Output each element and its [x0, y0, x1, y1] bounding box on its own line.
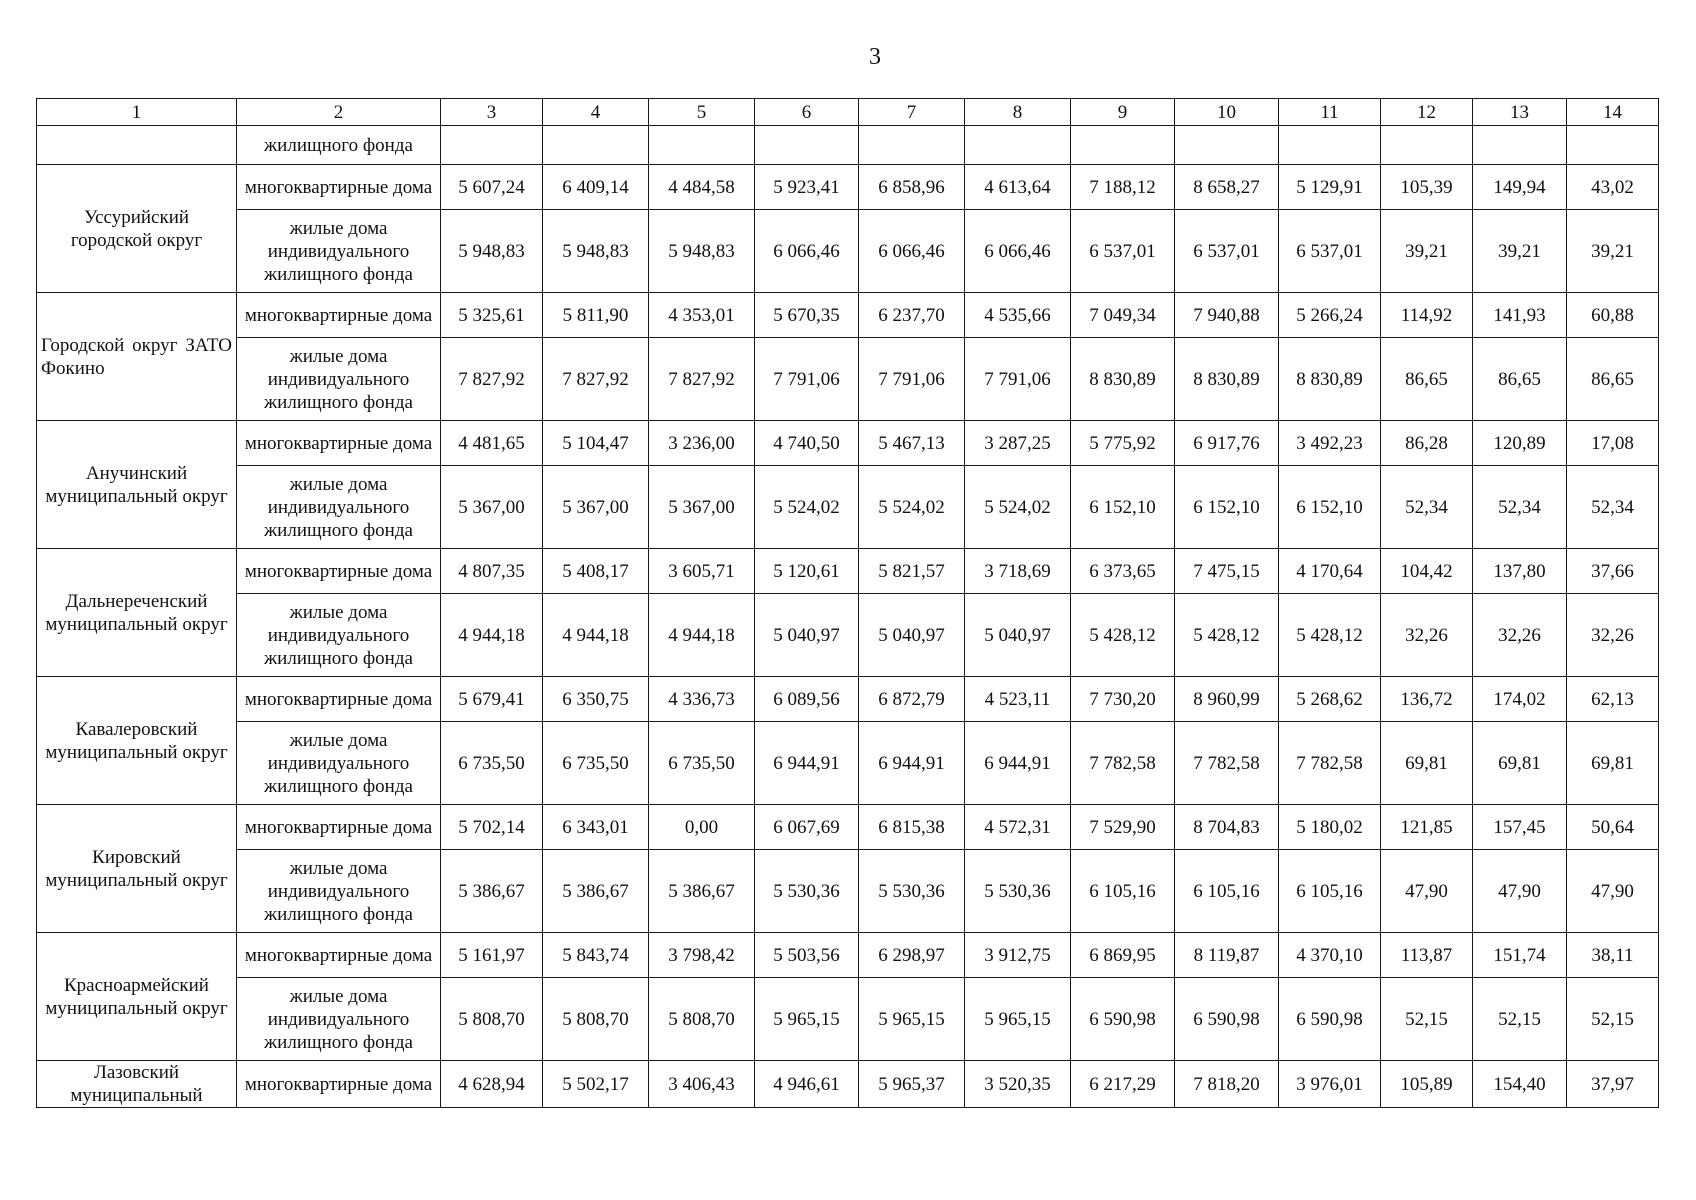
value-cell-col-10: 5 428,12 — [1175, 594, 1279, 677]
table-row — [37, 293, 1659, 338]
value-cell — [1381, 126, 1473, 165]
value-cell-col-14: 50,64 — [1567, 805, 1659, 850]
value-cell-col-12: 52,34 — [1381, 466, 1473, 549]
value-cell-col-11: 4 370,10 — [1279, 933, 1381, 978]
housing-type-cell: многоквартирные дома — [237, 1061, 441, 1108]
value-cell-col-10: 7 940,88 — [1175, 293, 1279, 338]
value-cell-col-6: 5 524,02 — [755, 466, 859, 549]
value-cell-col-11: 5 180,02 — [1279, 805, 1381, 850]
value-cell — [1567, 126, 1659, 165]
value-cell-col-8: 3 287,25 — [965, 421, 1071, 466]
value-cell-col-12: 86,28 — [1381, 421, 1473, 466]
value-cell — [649, 126, 755, 165]
value-cell-col-12: 105,39 — [1381, 165, 1473, 210]
value-cell-col-9: 8 830,89 — [1071, 338, 1175, 421]
value-cell-col-13: 52,34 — [1473, 466, 1567, 549]
table-row — [37, 165, 1659, 210]
table-row — [37, 677, 1659, 722]
value-cell-col-4: 5 843,74 — [543, 933, 649, 978]
value-cell — [1473, 126, 1567, 165]
column-header-2: 2 — [237, 99, 441, 126]
value-cell-col-5: 6 735,50 — [649, 722, 755, 805]
table-row — [37, 594, 1659, 677]
region-name-cell: Красноармейский муниципальный округ — [37, 933, 237, 1061]
value-cell-col-13: 149,94 — [1473, 165, 1567, 210]
value-cell-col-9: 7 730,20 — [1071, 677, 1175, 722]
housing-type-cell: жилые дома индивидуального жилищного фонда — [237, 594, 441, 677]
value-cell-col-6: 5 040,97 — [755, 594, 859, 677]
value-cell-col-4: 6 343,01 — [543, 805, 649, 850]
housing-type-cell: жилые дома индивидуального жилищного фонда — [237, 210, 441, 293]
value-cell-col-3: 4 944,18 — [441, 594, 543, 677]
value-cell-col-7: 5 821,57 — [859, 549, 965, 594]
value-cell-col-5: 3 236,00 — [649, 421, 755, 466]
value-cell-col-8: 5 530,36 — [965, 850, 1071, 933]
table-row — [37, 338, 1659, 421]
column-header-5: 5 — [649, 99, 755, 126]
value-cell-col-7: 6 872,79 — [859, 677, 965, 722]
value-cell-col-13: 32,26 — [1473, 594, 1567, 677]
value-cell-col-12: 86,65 — [1381, 338, 1473, 421]
housing-type-cell: жилые дома индивидуального жилищного фонда — [237, 850, 441, 933]
column-header-8: 8 — [965, 99, 1071, 126]
value-cell-col-8: 5 965,15 — [965, 978, 1071, 1061]
column-header-13: 13 — [1473, 99, 1567, 126]
value-cell-col-8: 4 572,31 — [965, 805, 1071, 850]
housing-type-cell: жилые дома индивидуального жилищного фонда — [237, 722, 441, 805]
housing-type-cell: многоквартирные дома — [237, 165, 441, 210]
housing-type-cell: многоквартирные дома — [237, 549, 441, 594]
value-cell-col-14: 62,13 — [1567, 677, 1659, 722]
value-cell-col-11: 5 129,91 — [1279, 165, 1381, 210]
value-cell-col-5: 7 827,92 — [649, 338, 755, 421]
value-cell-col-4: 6 350,75 — [543, 677, 649, 722]
region-name-cell: Уссурийский городской округ — [37, 165, 237, 293]
value-cell-col-3: 5 161,97 — [441, 933, 543, 978]
value-cell-col-6: 5 670,35 — [755, 293, 859, 338]
value-cell-col-7: 5 040,97 — [859, 594, 965, 677]
value-cell-col-7: 5 467,13 — [859, 421, 965, 466]
value-cell-col-6: 5 503,56 — [755, 933, 859, 978]
table-row — [37, 805, 1659, 850]
value-cell-col-13: 120,89 — [1473, 421, 1567, 466]
value-cell-col-10: 8 704,83 — [1175, 805, 1279, 850]
housing-type-cell: жилые дома индивидуального жилищного фонда — [237, 338, 441, 421]
value-cell-col-5: 4 353,01 — [649, 293, 755, 338]
value-cell-col-12: 104,42 — [1381, 549, 1473, 594]
value-cell-col-9: 5 428,12 — [1071, 594, 1175, 677]
value-cell-col-4: 5 408,17 — [543, 549, 649, 594]
value-cell-col-14: 39,21 — [1567, 210, 1659, 293]
value-cell-col-12: 113,87 — [1381, 933, 1473, 978]
housing-type-cell: многоквартирные дома — [237, 677, 441, 722]
column-header-14: 14 — [1567, 99, 1659, 126]
housing-type-cell: многоквартирные дома — [237, 293, 441, 338]
column-header-11: 11 — [1279, 99, 1381, 126]
column-number-row — [37, 99, 1659, 126]
table-body — [37, 126, 1659, 1108]
value-cell-col-5: 3 406,43 — [649, 1061, 755, 1108]
value-cell-col-14: 47,90 — [1567, 850, 1659, 933]
value-cell-col-13: 154,40 — [1473, 1061, 1567, 1108]
value-cell-col-8: 5 524,02 — [965, 466, 1071, 549]
value-cell-col-7: 5 530,36 — [859, 850, 965, 933]
value-cell-col-5: 4 336,73 — [649, 677, 755, 722]
value-cell — [965, 126, 1071, 165]
value-cell-col-7: 6 858,96 — [859, 165, 965, 210]
housing-type-cell: жилые дома индивидуального жилищного фонда — [237, 466, 441, 549]
value-cell-col-7: 6 944,91 — [859, 722, 965, 805]
value-cell-col-11: 8 830,89 — [1279, 338, 1381, 421]
value-cell-col-12: 114,92 — [1381, 293, 1473, 338]
value-cell-col-10: 7 475,15 — [1175, 549, 1279, 594]
value-cell-col-4: 5 367,00 — [543, 466, 649, 549]
value-cell-col-6: 4 946,61 — [755, 1061, 859, 1108]
value-cell-col-12: 52,15 — [1381, 978, 1473, 1061]
table-row — [37, 933, 1659, 978]
value-cell-col-11: 6 105,16 — [1279, 850, 1381, 933]
value-cell-col-3: 5 325,61 — [441, 293, 543, 338]
value-cell-col-8: 6 944,91 — [965, 722, 1071, 805]
value-cell-col-13: 137,80 — [1473, 549, 1567, 594]
value-cell-col-13: 69,81 — [1473, 722, 1567, 805]
region-name-cell: Анучинский муниципальный округ — [37, 421, 237, 549]
value-cell-col-9: 7 529,90 — [1071, 805, 1175, 850]
value-cell-col-12: 121,85 — [1381, 805, 1473, 850]
value-cell-col-14: 32,26 — [1567, 594, 1659, 677]
table-row — [37, 466, 1659, 549]
value-cell-col-6: 5 923,41 — [755, 165, 859, 210]
value-cell-col-7: 6 237,70 — [859, 293, 965, 338]
value-cell-col-4: 6 735,50 — [543, 722, 649, 805]
value-cell-col-10: 8 119,87 — [1175, 933, 1279, 978]
value-cell-col-8: 3 912,75 — [965, 933, 1071, 978]
value-cell-col-5: 5 948,83 — [649, 210, 755, 293]
table-row — [37, 549, 1659, 594]
value-cell-col-10: 7 782,58 — [1175, 722, 1279, 805]
value-cell-col-11: 5 268,62 — [1279, 677, 1381, 722]
value-cell-col-3: 5 948,83 — [441, 210, 543, 293]
value-cell-col-3: 6 735,50 — [441, 722, 543, 805]
value-cell-col-9: 7 782,58 — [1071, 722, 1175, 805]
value-cell-col-9: 6 217,29 — [1071, 1061, 1175, 1108]
value-cell-col-13: 141,93 — [1473, 293, 1567, 338]
value-cell-col-8: 3 520,35 — [965, 1061, 1071, 1108]
value-cell-col-7: 7 791,06 — [859, 338, 965, 421]
value-cell-col-11: 5 266,24 — [1279, 293, 1381, 338]
column-header-9: 9 — [1071, 99, 1175, 126]
value-cell-col-4: 5 808,70 — [543, 978, 649, 1061]
housing-type-cell: жилые дома индивидуального жилищного фонда — [237, 978, 441, 1061]
value-cell-col-11: 7 782,58 — [1279, 722, 1381, 805]
value-cell-col-10: 6 105,16 — [1175, 850, 1279, 933]
value-cell-col-9: 6 590,98 — [1071, 978, 1175, 1061]
value-cell-col-14: 38,11 — [1567, 933, 1659, 978]
region-name-cell: Лазовский муниципальный — [37, 1061, 237, 1108]
table-row — [37, 978, 1659, 1061]
value-cell-col-12: 105,89 — [1381, 1061, 1473, 1108]
value-cell-col-14: 86,65 — [1567, 338, 1659, 421]
region-name-cell: Кировский муниципальный округ — [37, 805, 237, 933]
value-cell — [1279, 126, 1381, 165]
value-cell-col-5: 5 386,67 — [649, 850, 755, 933]
value-cell-col-9: 6 869,95 — [1071, 933, 1175, 978]
value-cell-col-3: 5 367,00 — [441, 466, 543, 549]
value-cell-col-4: 5 811,90 — [543, 293, 649, 338]
value-cell-col-6: 5 965,15 — [755, 978, 859, 1061]
value-cell-col-12: 47,90 — [1381, 850, 1473, 933]
value-cell-col-6: 4 740,50 — [755, 421, 859, 466]
value-cell-col-3: 5 679,41 — [441, 677, 543, 722]
value-cell-col-10: 6 917,76 — [1175, 421, 1279, 466]
value-cell-col-14: 52,15 — [1567, 978, 1659, 1061]
region-name-cell: Дальнереченский муниципальный округ — [37, 549, 237, 677]
value-cell-col-5: 4 944,18 — [649, 594, 755, 677]
value-cell-col-13: 39,21 — [1473, 210, 1567, 293]
value-cell-col-3: 5 386,67 — [441, 850, 543, 933]
column-header-12: 12 — [1381, 99, 1473, 126]
value-cell-col-13: 157,45 — [1473, 805, 1567, 850]
value-cell-col-10: 6 152,10 — [1175, 466, 1279, 549]
value-cell-col-9: 6 537,01 — [1071, 210, 1175, 293]
value-cell-col-8: 4 523,11 — [965, 677, 1071, 722]
page-number: 3 — [869, 44, 881, 70]
value-cell — [859, 126, 965, 165]
value-cell-col-11: 6 590,98 — [1279, 978, 1381, 1061]
value-cell-col-10: 6 590,98 — [1175, 978, 1279, 1061]
value-cell-col-14: 52,34 — [1567, 466, 1659, 549]
region-cell — [37, 126, 237, 165]
table-row — [37, 421, 1659, 466]
value-cell-col-3: 5 702,14 — [441, 805, 543, 850]
housing-type-cell: многоквартирные дома — [237, 805, 441, 850]
value-cell-col-14: 69,81 — [1567, 722, 1659, 805]
column-header-3: 3 — [441, 99, 543, 126]
value-cell-col-6: 7 791,06 — [755, 338, 859, 421]
value-cell-col-12: 69,81 — [1381, 722, 1473, 805]
housing-type-cell: многоквартирные дома — [237, 421, 441, 466]
value-cell-col-10: 7 818,20 — [1175, 1061, 1279, 1108]
value-cell-col-6: 6 944,91 — [755, 722, 859, 805]
value-cell — [1175, 126, 1279, 165]
table-row — [37, 210, 1659, 293]
value-cell-col-12: 39,21 — [1381, 210, 1473, 293]
value-cell-col-5: 5 367,00 — [649, 466, 755, 549]
value-cell-col-9: 6 373,65 — [1071, 549, 1175, 594]
value-cell-col-3: 4 481,65 — [441, 421, 543, 466]
value-cell — [755, 126, 859, 165]
value-cell-col-13: 86,65 — [1473, 338, 1567, 421]
housing-type-cell: жилищного фонда — [237, 126, 441, 165]
value-cell-col-5: 4 484,58 — [649, 165, 755, 210]
value-cell — [543, 126, 649, 165]
value-cell-col-7: 5 524,02 — [859, 466, 965, 549]
value-cell-col-4: 6 409,14 — [543, 165, 649, 210]
value-cell-col-10: 8 830,89 — [1175, 338, 1279, 421]
housing-type-cell: многоквартирные дома — [237, 933, 441, 978]
table-row — [37, 1061, 1659, 1108]
value-cell-col-5: 5 808,70 — [649, 978, 755, 1061]
value-cell-col-8: 6 066,46 — [965, 210, 1071, 293]
value-cell-col-8: 5 040,97 — [965, 594, 1071, 677]
value-cell-col-6: 6 089,56 — [755, 677, 859, 722]
value-cell-col-9: 7 188,12 — [1071, 165, 1175, 210]
value-cell-col-8: 3 718,69 — [965, 549, 1071, 594]
value-cell-col-14: 60,88 — [1567, 293, 1659, 338]
tariff-table — [36, 98, 1659, 1108]
value-cell-col-10: 6 537,01 — [1175, 210, 1279, 293]
value-cell-col-11: 6 152,10 — [1279, 466, 1381, 549]
value-cell-col-10: 8 658,27 — [1175, 165, 1279, 210]
column-header-6: 6 — [755, 99, 859, 126]
value-cell-col-11: 3 492,23 — [1279, 421, 1381, 466]
value-cell — [1071, 126, 1175, 165]
value-cell-col-9: 6 152,10 — [1071, 466, 1175, 549]
value-cell-col-6: 6 066,46 — [755, 210, 859, 293]
value-cell-col-13: 151,74 — [1473, 933, 1567, 978]
value-cell-col-12: 136,72 — [1381, 677, 1473, 722]
value-cell-col-11: 6 537,01 — [1279, 210, 1381, 293]
value-cell-col-7: 6 066,46 — [859, 210, 965, 293]
value-cell-col-11: 5 428,12 — [1279, 594, 1381, 677]
value-cell-col-4: 5 502,17 — [543, 1061, 649, 1108]
column-header-7: 7 — [859, 99, 965, 126]
value-cell-col-8: 4 613,64 — [965, 165, 1071, 210]
value-cell-col-4: 5 104,47 — [543, 421, 649, 466]
value-cell-col-3: 5 808,70 — [441, 978, 543, 1061]
value-cell-col-11: 4 170,64 — [1279, 549, 1381, 594]
value-cell-col-6: 6 067,69 — [755, 805, 859, 850]
value-cell-col-4: 5 948,83 — [543, 210, 649, 293]
value-cell-col-14: 37,97 — [1567, 1061, 1659, 1108]
value-cell-col-11: 3 976,01 — [1279, 1061, 1381, 1108]
table-row — [37, 850, 1659, 933]
value-cell-col-8: 4 535,66 — [965, 293, 1071, 338]
value-cell-col-6: 5 120,61 — [755, 549, 859, 594]
value-cell-col-3: 4 807,35 — [441, 549, 543, 594]
value-cell-col-4: 5 386,67 — [543, 850, 649, 933]
value-cell-col-5: 0,00 — [649, 805, 755, 850]
value-cell-col-6: 5 530,36 — [755, 850, 859, 933]
region-name-cell: Городской округ ЗАТО Фокино — [37, 293, 237, 421]
value-cell-col-9: 5 775,92 — [1071, 421, 1175, 466]
value-cell-col-14: 37,66 — [1567, 549, 1659, 594]
value-cell-col-14: 17,08 — [1567, 421, 1659, 466]
region-name-cell: Кавалеровский муниципальный округ — [37, 677, 237, 805]
table-row — [37, 126, 1659, 165]
column-header-10: 10 — [1175, 99, 1279, 126]
value-cell-col-5: 3 605,71 — [649, 549, 755, 594]
column-header-4: 4 — [543, 99, 649, 126]
value-cell-col-7: 6 815,38 — [859, 805, 965, 850]
value-cell-col-3: 4 628,94 — [441, 1061, 543, 1108]
value-cell-col-4: 4 944,18 — [543, 594, 649, 677]
value-cell-col-7: 5 965,37 — [859, 1061, 965, 1108]
value-cell-col-9: 7 049,34 — [1071, 293, 1175, 338]
value-cell-col-7: 5 965,15 — [859, 978, 965, 1061]
value-cell-col-14: 43,02 — [1567, 165, 1659, 210]
column-header-1: 1 — [37, 99, 237, 126]
table-row — [37, 722, 1659, 805]
value-cell-col-7: 6 298,97 — [859, 933, 965, 978]
value-cell-col-5: 3 798,42 — [649, 933, 755, 978]
value-cell-col-13: 47,90 — [1473, 850, 1567, 933]
value-cell-col-13: 52,15 — [1473, 978, 1567, 1061]
value-cell-col-3: 7 827,92 — [441, 338, 543, 421]
value-cell-col-12: 32,26 — [1381, 594, 1473, 677]
value-cell — [441, 126, 543, 165]
value-cell-col-10: 8 960,99 — [1175, 677, 1279, 722]
value-cell-col-4: 7 827,92 — [543, 338, 649, 421]
value-cell-col-8: 7 791,06 — [965, 338, 1071, 421]
value-cell-col-13: 174,02 — [1473, 677, 1567, 722]
value-cell-col-3: 5 607,24 — [441, 165, 543, 210]
value-cell-col-9: 6 105,16 — [1071, 850, 1175, 933]
